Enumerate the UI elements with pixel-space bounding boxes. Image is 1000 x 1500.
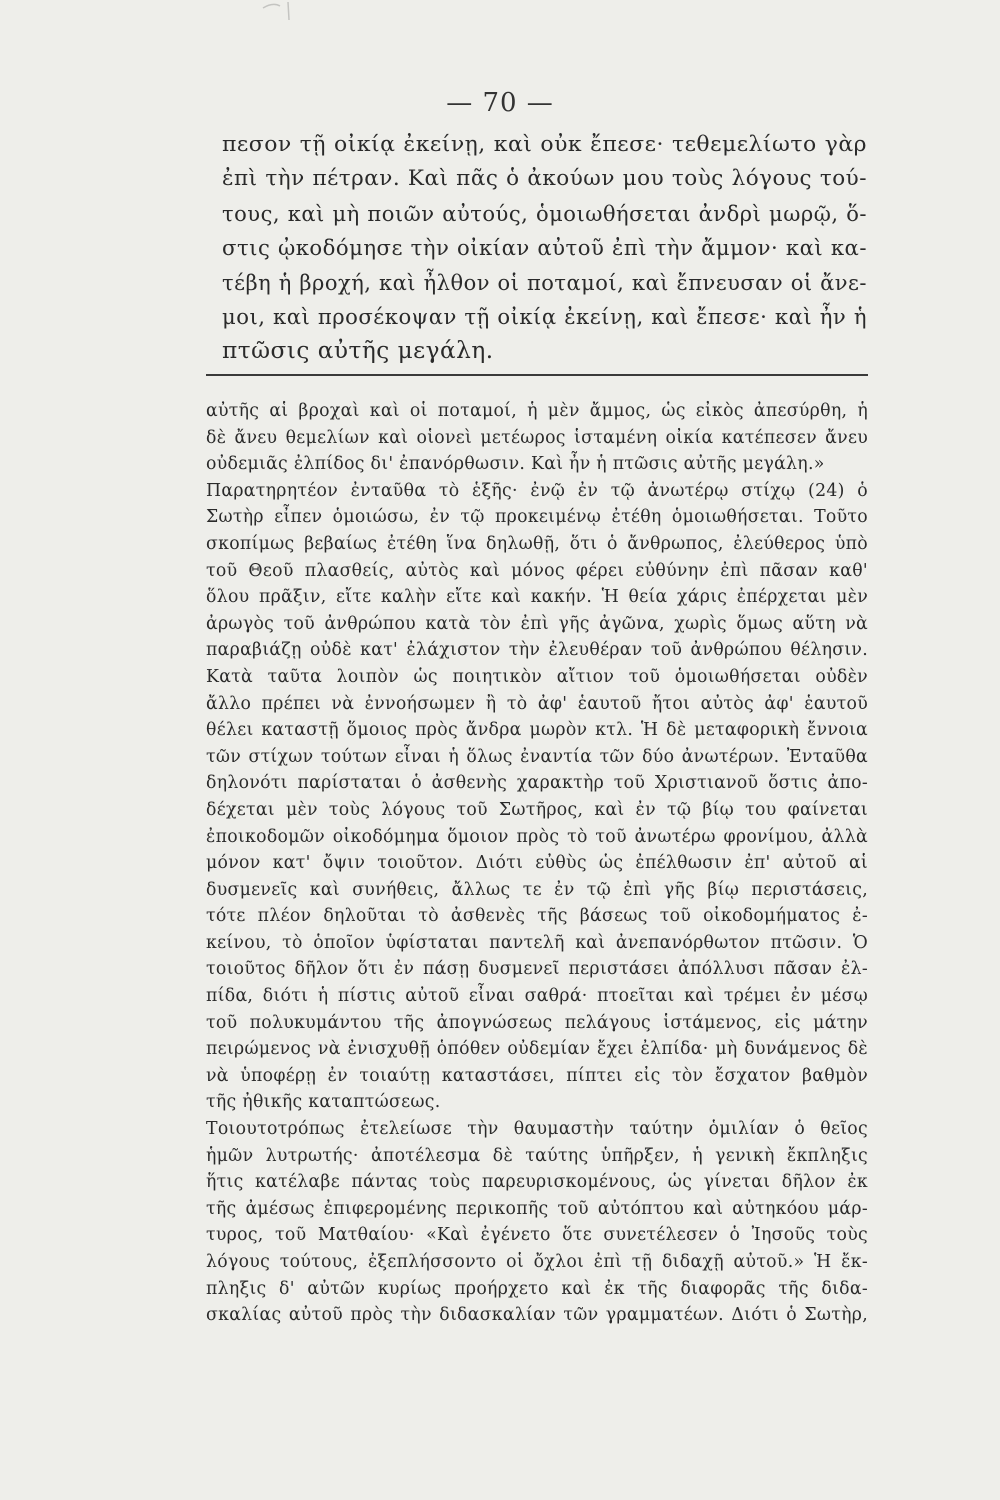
commentary-line: τοῦ Θεοῦ πλασθείς, αὐτὸς καὶ μόνος φέρει εὐθύνην ἐπὶ πᾶσαν καθ' [206,560,868,581]
commentary-line: δηλονότι παρίσταται ὁ ἀσθενὴς χαρακτὴρ τοῦ Χριστιανοῦ ὅστις ἀπο- [206,773,868,794]
main-text-line: στις ᾠκοδόμησε τὴν οἰκίαν αὐτοῦ ἐπὶ τὴν ἄμμον· καὶ κα- [222,235,867,261]
commentary-line: θέλει καταστῇ ὅμοιος πρὸς ἄνδρα μωρὸν κτλ. Ἡ δὲ μεταφορικὴ ἔννοια [206,720,868,741]
main-text-line: ἐπὶ τὴν πέτραν. Καὶ πᾶς ὁ ἀκούων μου τοὺς λόγους τού- [222,166,867,192]
commentary-line: κείνου, τὸ ὁποῖον ὑφίσταται παντελῆ καὶ ἀνεπανόρθωτον πτῶσιν. Ὁ [206,932,868,953]
commentary-line: ἐποικοδομῶν οἰκοδόμημα ὅμοιον πρὸς τὸ τοῦ ἀνωτέρω φρονίμου, ἀλλὰ [206,826,868,847]
commentary-line: πειρώμενος νὰ ἐνισχυθῇ ὁπόθεν οὐδεμίαν ἔχει ἐλπίδα· μὴ δυνάμενος δὲ [206,1039,868,1060]
commentary-line: πίδα, διότι ἡ πίστις αὐτοῦ εἶναι σαθρά· πτοεῖται καὶ τρέμει ἐν μέσῳ [206,986,868,1007]
commentary-line: δυσμενεῖς καὶ συνήθεις, ἄλλως τε ἐν τῷ ἐπὶ γῆς βίῳ περιστάσεις, [206,879,868,900]
main-text-block [222,128,867,369]
main-text-line: μοι, καὶ προσέκοψαν τῇ οἰκίᾳ ἐκείνῃ, καὶ ἔπεσε· καὶ ἦν ἡ [222,304,867,330]
commentary-line: σκοπίμως βεβαίως ἐτέθη ἵνα δηλωθῇ, ὅτι ὁ ἄνθρωπος, ἐλεύθερος ὑπὸ [206,533,868,554]
commentary-line: τότε πλέον δηλοῦται τὸ ἀσθενὲς τῆς βάσεως τοῦ οἰκοδομήματος ἐ- [206,906,868,927]
commentary-line: τοῦ πολυκυμάντου τῆς ἀπογνώσεως πελάγους ἱστάμενος, εἰς μάτην [206,1012,868,1033]
main-text-line: πτῶσις αὐτῆς μεγάλη. [222,337,494,365]
main-text-line: τέβη ἡ βροχή, καὶ ἦλθον οἱ ποταμοί, καὶ ἔπνευσαν οἱ ἄνε- [222,270,867,295]
commentary-line: παραβιάζῃ οὐδὲ κατ' ἐλάχιστον τὴν ἐλευθέραν τοῦ ἀνθρώπου θέλησιν. [206,640,868,661]
commentary-line: ἄλλο πρέπει νὰ ἐννοήσωμεν ἢ τὸ ἀφ' ἑαυτοῦ ἤτοι αὐτὸς ἀφ' ἑαυτοῦ [206,693,868,714]
commentary-line: δὲ ἄνευ θεμελίων καὶ οἱονεὶ μετέωρος ἱσταμένη οἰκία κατέπεσεν ἄνευ [206,427,868,448]
commentary-line: Τοιουτοτρόπως ἐτελείωσε τὴν θαυμαστὴν ταύτην ὁμιλίαν ὁ θεῖος [206,1119,868,1140]
commentary-line: τῶν στίχων τούτων εἶναι ἡ ὅλως ἐναντία τῶν δύο ἀνωτέρων. Ἐνταῦθα [206,746,868,767]
section-divider [206,374,868,376]
main-text-line: πεσον τῇ οἰκίᾳ ἐκείνῃ, καὶ οὐκ ἔπεσε· τεθεμελίωτο γὰρ [222,132,867,157]
commentary-line: ἀρωγὸς τοῦ ἀνθρώπου κατὰ τὸν ἐπὶ γῆς ἀγῶνα, χωρὶς ὅμως αὕτη νὰ [206,613,868,634]
commentary-line: Κατὰ ταῦτα λοιπὸν ὡς ποιητικὸν αἴτιον τοῦ ὁμοιωθήσεται οὐδὲν [206,666,868,687]
commentary-line: οὐδεμιᾶς ἐλπίδος δι' ἐπανόρθωσιν. Καὶ ἦν ἡ πτῶσις αὐτῆς μεγάλη.» [206,454,825,475]
commentary-line: πληξις δ' αὐτῶν κυρίως προήρχετο καὶ ἐκ τῆς διαφορᾶς τῆς διδα- [206,1278,868,1299]
commentary-line: τοιοῦτος δῆλον ὅτι ἐν πάσῃ δυσμενεῖ περιστάσει ἀπόλλυσι πᾶσαν ἐλ- [206,959,868,980]
commentary-line: νὰ ὑποφέρῃ ἐν τοιαύτῃ καταστάσει, πίπτει εἰς τὸν ἔσχατον βαθμὸν [206,1065,868,1086]
ink-smudge [258,0,318,30]
commentary-line: Σωτὴρ εἶπεν ὁμοιώσω, ἐν τῷ προκειμένῳ ἐτέθη ὁμοιωθήσεται. Τοῦτο [206,507,868,528]
commentary-line: μόνον κατ' ὄψιν τοιοῦτον. Διότι εὐθὺς ὡς ἐπέλθωσιν ἐπ' αὐτοῦ αἱ [206,853,868,874]
commentary-line: ἡμῶν λυτρωτής· ἀποτέλεσμα δὲ ταύτης ὑπῆρξεν, ἡ γενικὴ ἔκπληξις [206,1145,868,1166]
commentary-line: Παρατηρητέον ἐνταῦθα τὸ ἑξῆς· ἐνῷ ἐν τῷ ἀνωτέρῳ στίχῳ (24) ὁ [206,480,868,501]
page-number: — 70 — [446,88,554,118]
commentary-text-block [206,398,868,1329]
commentary-line: τῆς ἠθικῆς καταπτώσεως. [206,1092,441,1113]
commentary-line: σκαλίας αὐτοῦ πρὸς τὴν διδασκαλίαν τῶν γραμματέων. Διότι ὁ Σωτὴρ, [206,1305,868,1326]
commentary-line: ὅλου πρᾶξιν, εἴτε καλὴν εἴτε καὶ κακήν. Ἡ θεία χάρις ἐπέρχεται μὲν [206,587,868,608]
commentary-line: ἥτις κατέλαβε πάντας τοὺς παρευρισκομένους, ὡς γίνεται δῆλον ἐκ [206,1172,868,1193]
commentary-line: τῆς ἀμέσως ἐπιφερομένης περικοπῆς τοῦ αὐτόπτου καὶ αὐτηκόου μάρ- [206,1198,868,1219]
commentary-line: δέχεται μὲν τοὺς λόγους τοῦ Σωτῆρος, καὶ ἐν τῷ βίῳ του φαίνεται [206,799,868,820]
commentary-line: λόγους τούτους, ἐξεπλήσσοντο οἱ ὄχλοι ἐπὶ τῇ διδαχῇ αὐτοῦ.» Ἡ ἔκ- [206,1252,868,1272]
commentary-line: τυρος, τοῦ Ματθαίου· «Καὶ ἐγένετο ὅτε συνετέλεσεν ὁ Ἰησοῦς τοὺς [206,1225,868,1246]
main-text-line: τους, καὶ μὴ ποιῶν αὐτούς, ὁμοιωθήσεται ἀνδρὶ μωρῷ, ὅ- [222,200,867,226]
commentary-line: αὐτῆς αἱ βροχαὶ καὶ οἱ ποταμοί, ἡ μὲν ἄμμος, ὡς εἰκὸς ἀπεσύρθη, ἡ [206,401,868,421]
